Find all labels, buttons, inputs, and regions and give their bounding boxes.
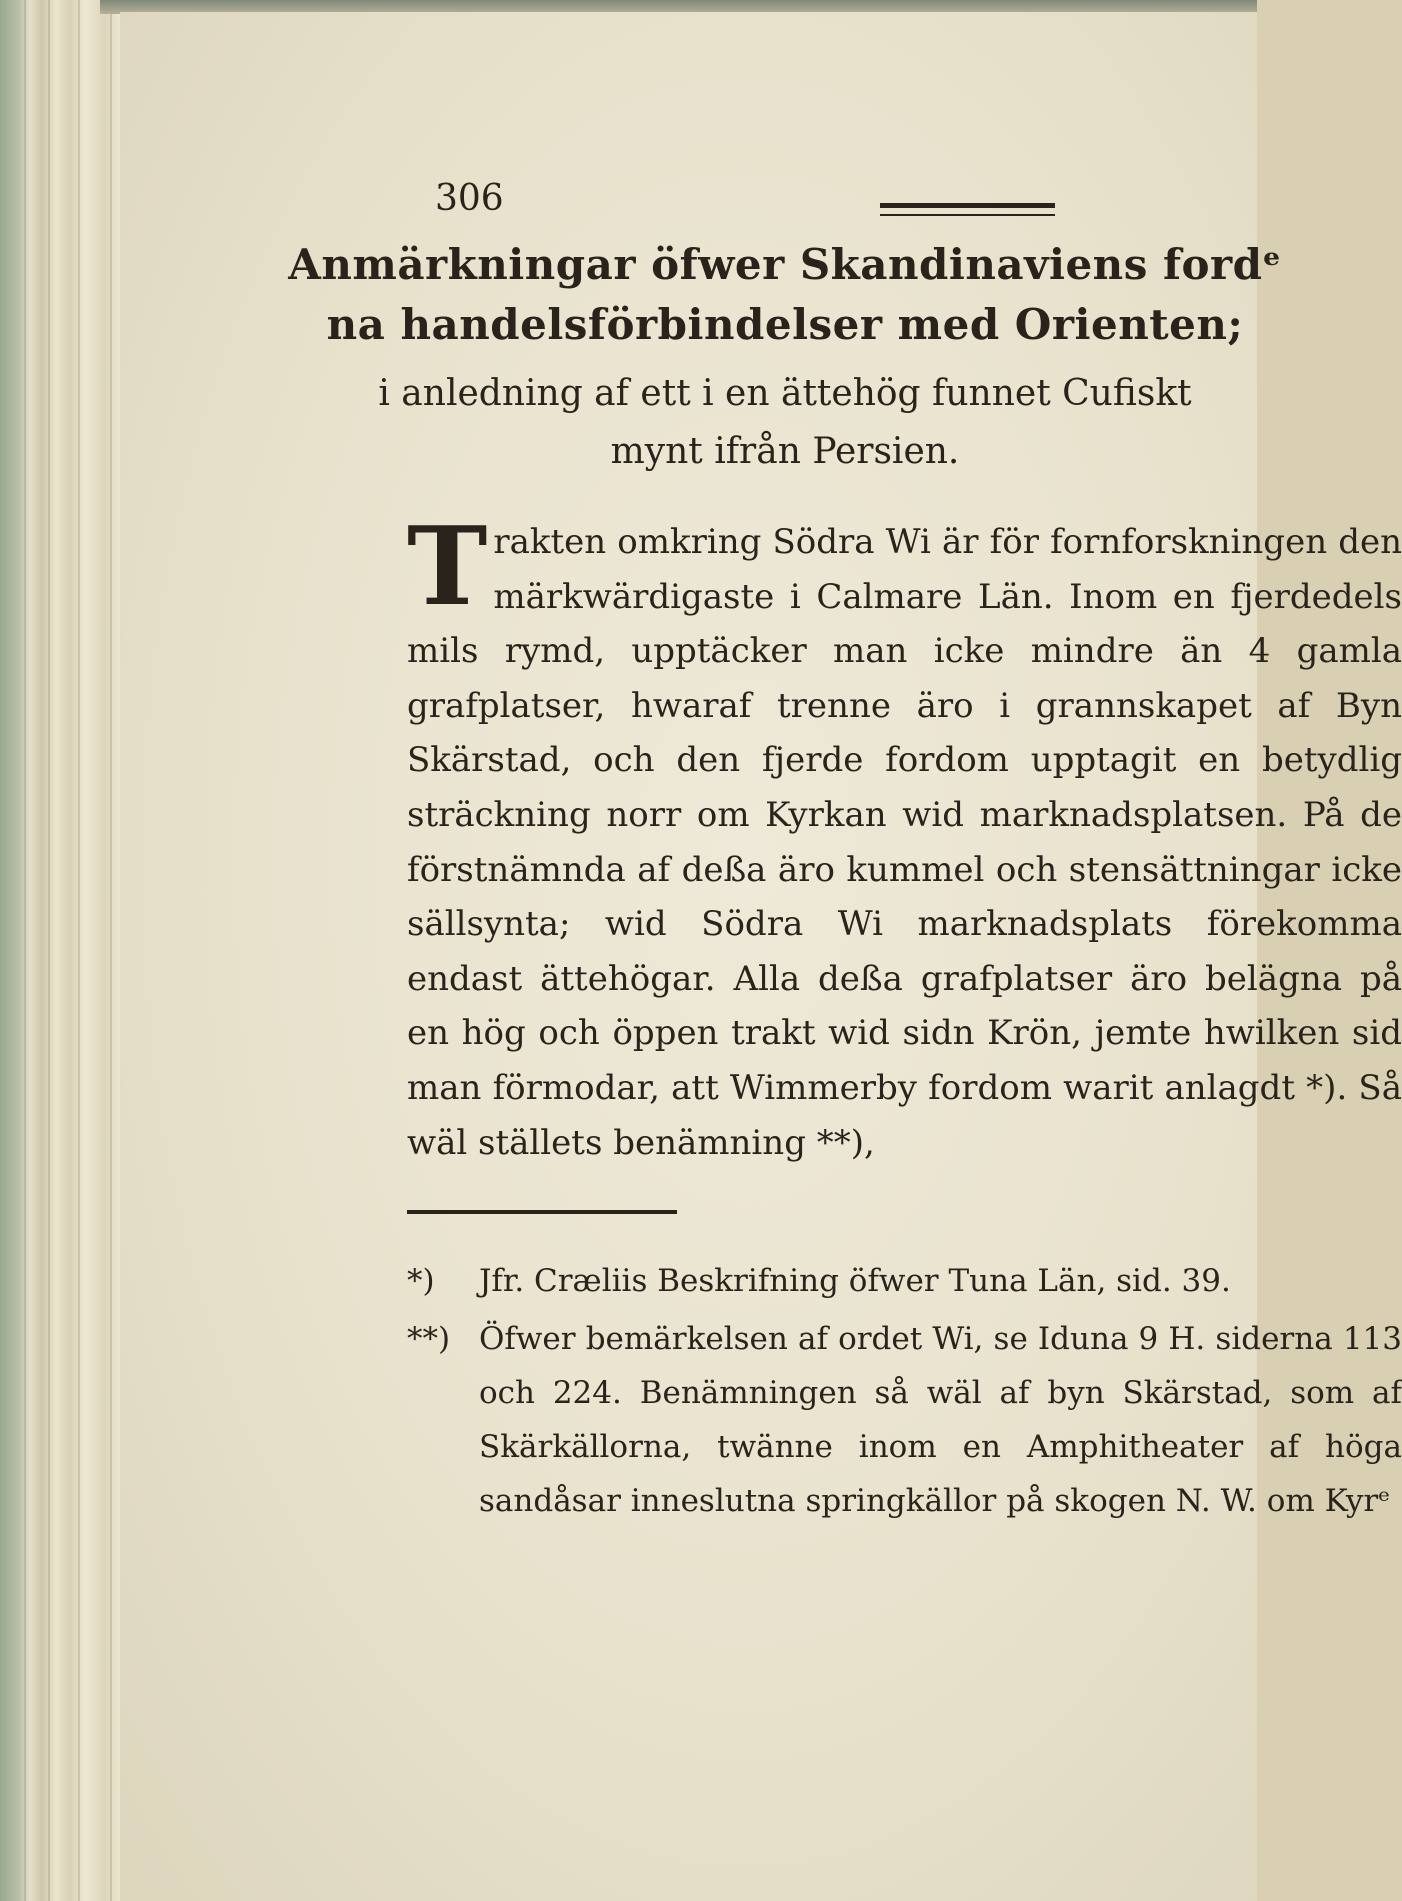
page-header xyxy=(285,177,1275,229)
subtitle-line: i anledning af ett i en ättehög funnet Cufiskt xyxy=(378,373,1192,414)
footnote-mark: *) xyxy=(407,1263,435,1300)
title-line: na handelsförbindelser med Orienten; xyxy=(326,300,1244,349)
article-subtitle xyxy=(285,365,1285,481)
page-edge-line xyxy=(24,0,26,1901)
book-page xyxy=(120,12,1402,1901)
page-edge-line xyxy=(48,0,50,1901)
footnote-text: Öfwer bemärkelsen af ordet Wi, se Iduna 9 H. siderna 113 och 224. Benämningen så wäl af byn Skärstad, som af Skärkällorna, twänne inom en Amphitheater af höga sandåsar inneslutna springkällor på skogen N. W. om Kyrᵉ xyxy=(479,1321,1402,1520)
book-page-edges xyxy=(0,0,120,1901)
header-rule xyxy=(880,203,1055,216)
page-content xyxy=(285,177,1402,1877)
page-edge-line xyxy=(78,0,80,1901)
title-line: Anmärkningar öfwer Skandinaviens fordᵉ xyxy=(288,240,1282,289)
footnote xyxy=(407,1254,1402,1308)
subtitle-line: mynt ifrån Persien. xyxy=(610,431,960,472)
body-text: rakten omkring Södra Wi är för fornforskningen den märkwärdigaste i Calmare Län. Inom en fjerdedels mils rymd, upptäcker man icke mindre än 4 gamla grafplatser, hwaraf trenne äro i grannskapet af Byn Skärstad, och den fjerde fordom upptagit en betydlig sträckning norr om Kyrkan wid marknadsplatsen. På de förstnämnda af deßa äro kummel och stensättningar icke sällsynta; wid Södra Wi marknadsplats förekomma endast ättehögar. Alla deßa grafplatser äro belägna på en hög och öppen trakt wid sidn Krön, jemte hwilken sid man förmodar, att Wimmerby fordom warit anlagdt *). Så wäl ställets benämning **), xyxy=(407,522,1402,1163)
drop-cap: T xyxy=(407,504,488,630)
footnote-rule xyxy=(407,1210,677,1214)
article-title xyxy=(285,235,1285,355)
footnotes xyxy=(407,1254,1402,1528)
page-number: 306 xyxy=(435,178,504,219)
footnote-mark: **) xyxy=(407,1321,451,1358)
footnote xyxy=(407,1312,1402,1528)
footnote-text: Jfr. Cræliis Beskrifning öfwer Tuna Län, sid. 39. xyxy=(479,1263,1231,1300)
body-paragraph xyxy=(407,504,1402,1170)
page-edge-line xyxy=(110,0,112,1901)
